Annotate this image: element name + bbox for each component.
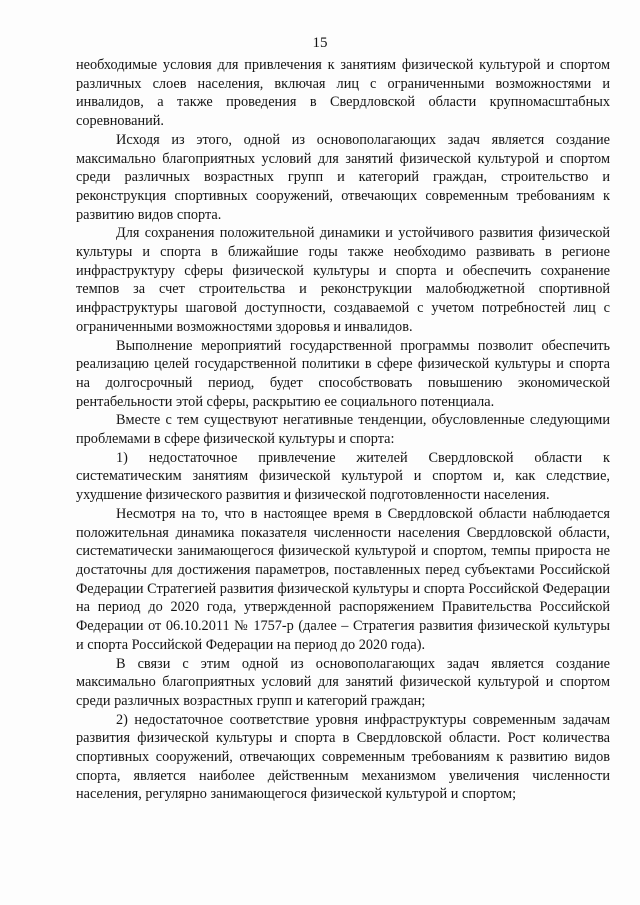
paragraph: Для сохранения положительной динамики и устойчивого развития физической культуры и спорта в ближайшие годы также необходимо развивать в регионе инфраструктуру сферы физической культуры и спорта и обеспечить сохранение темпов за счет строительства и реконструкции малобюджетной спортивной инфраструктуры шаговой доступности, создаваемой с учетом потребностей лиц с ограниченными возможностями здоровья и инвалидов.: [76, 225, 610, 335]
paragraph: Вместе с тем существуют негативные тенденции, обусловленные следующими проблемами в сфере физической культуры и спорта:: [76, 412, 610, 448]
list-item-2: 2) недостаточное соответствие уровня инфраструктуры современным задачам развития физической культуры и спорта в Свердловской области. Рост количества спортивных сооружений, отвечающих современным требованиям к развитию видов спорта, является наиболее действенным механизмом увеличения численности населения, регулярно занимающегося физической культурой и спортом;: [76, 711, 610, 803]
paragraph-continued: необходимые условия для привлечения к занятиям физической культурой и спортом различных слоев населения, включая лиц с ограниченными возможностями и инвалидов, а также проведения в Свердловской области крупномасштабных соревнований.: [76, 57, 610, 130]
paragraph: В связи с этим одной из основополагающих задач является создание максимально благоприятных условий для занятий физической культурой и спортом среди различных возрастных групп и категорий граждан;: [76, 655, 610, 709]
list-item-1: 1) недостаточное привлечение жителей Свердловской области к систематическим занятиям физической культурой и спортом и, как следствие, ухудшение физического развития и физической подготовленности населения.: [76, 449, 610, 504]
paragraph: Выполнение мероприятий государственной программы позволит обеспечить реализацию целей государственной политики в сфере физической культуры и спорта на долгосрочный период, будет способствовать повышению экономической рентабельности этой сферы, раскрытию ее социального потенциала.: [76, 337, 610, 410]
paragraph: Несмотря на то, что в настоящее время в Свердловской области наблюдается положительная динамика показателя численности населения Свердловской области, систематически занимающегося физической культурой и спортом, темпы прироста не достаточны для достижения параметров, поставленных перед субъектами Российской Федерации Стратегией развития физической культуры и спорта Российской Федерации на период до 2020 года, утвержденной распоряжением Правительства Российской Федерации от 06.10.2011 № 1757-р (далее – Стратегия развития физической культуры и спорта Российской Федерации на период до 2020 года).: [76, 505, 610, 653]
document-body: [76, 56, 610, 804]
page-number: 15: [312, 35, 328, 51]
paragraph: Исходя из этого, одной из основополагающих задач является создание максимально благоприятных условий для занятий физической культурой и спортом среди различных возрастных групп и категорий граждан, строительство и реконструкция спортивных сооружений, отвечающих современным требованиям к развитию видов спорта.: [76, 131, 610, 223]
